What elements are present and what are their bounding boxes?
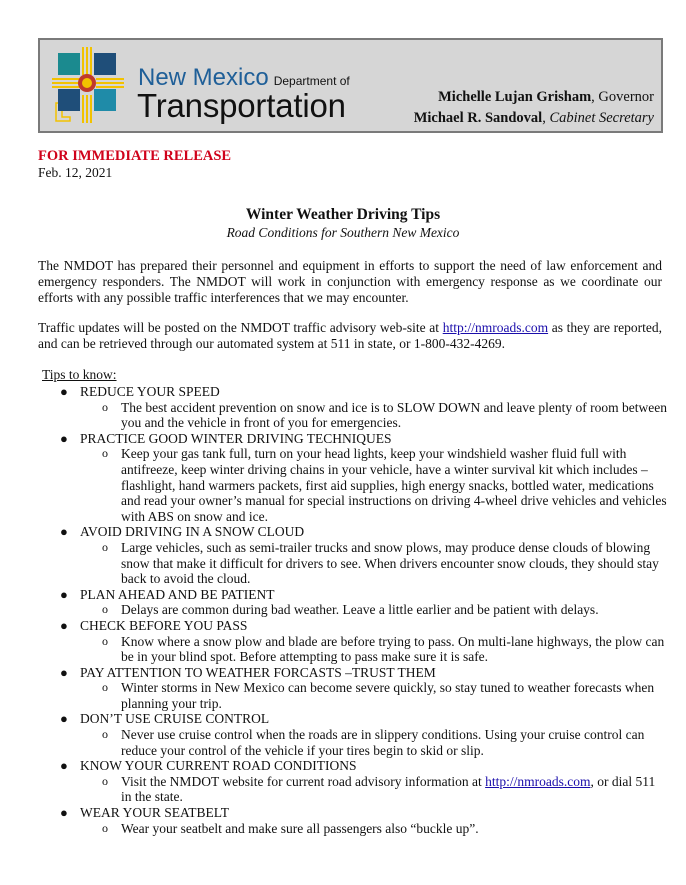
tip-heading-text: PAY ATTENTION TO WEATHER FORCASTS –TRUST THEM <box>80 664 436 680</box>
tip-detail-text: The best accident prevention on snow and ice is to SLOW DOWN and leave plenty of room between you and the vehicle in front of you for emergencies. <box>121 399 667 431</box>
tip-heading <box>58 758 668 774</box>
tip-heading-text: AVOID DRIVING IN A SNOW CLOUD <box>80 524 305 540</box>
nmdot-logo <box>48 45 128 125</box>
bullet-icon: ● <box>60 524 68 540</box>
tip-detail-text: , or dial 511 in the state. <box>121 773 656 805</box>
tip-heading <box>58 431 668 447</box>
bullet-icon: ● <box>60 664 68 680</box>
tip-heading <box>58 524 668 540</box>
tip-detail <box>58 400 668 431</box>
tip-heading-text: DON’T USE CRUISE CONTROL <box>80 711 270 727</box>
nmroads-link[interactable]: http://nmroads.com <box>485 773 591 789</box>
tip-detail-text: Winter storms in New Mexico can become severe quickly, so stay tuned to weather forecasts when planning your trip. <box>121 680 655 711</box>
release-date: Feb. 12, 2021 <box>38 165 113 180</box>
bullet-icon: ● <box>60 805 68 821</box>
release-label: FOR IMMEDIATE RELEASE <box>38 148 232 164</box>
sub-bullet-icon: o <box>102 680 108 695</box>
intro-paragraph: The NMDOT has prepared their personnel and equipment in efforts to support the need of law enforcement and emergency responders. The NMDOT will work in conjunction with emergency response as we coordinate our efforts with any possible traffic interferences that we may encounter. <box>38 258 662 305</box>
sub-bullet-icon: o <box>102 446 108 461</box>
governor-line: Michelle Lujan Grisham, Governor <box>438 89 654 105</box>
document-title: Winter Weather Driving Tips <box>245 206 441 223</box>
tip-detail <box>58 774 668 805</box>
officials-block <box>414 87 654 129</box>
sub-bullet-icon: o <box>102 602 108 617</box>
paragraph-text: as they are reported, and can be retrieved through our automated system at 511 in state, or 1-800-432-4269. <box>38 320 662 351</box>
secretary-line: Michael R. Sandoval, Cabinet Secretary <box>413 110 654 126</box>
tip-heading <box>58 384 668 400</box>
tip-detail <box>58 821 668 837</box>
governor-title: Governor <box>598 89 654 105</box>
nmroads-link[interactable]: http://nmroads.com <box>442 320 549 335</box>
tip-detail <box>58 634 668 665</box>
bullet-icon: ● <box>60 430 68 446</box>
tip-heading-text: CHECK BEFORE YOU PASS <box>80 617 248 633</box>
tip-detail-text: Never use cruise control when the roads are in slippery conditions. Using your cruise control can reduce your control of the vehicle if your tires begin to skid or slip. <box>121 727 645 758</box>
traffic-updates-paragraph <box>38 320 662 352</box>
bullet-icon: ● <box>60 384 68 399</box>
sub-bullet-icon: o <box>102 539 108 554</box>
tip-heading <box>58 587 668 603</box>
brand-department: Department of <box>273 74 350 88</box>
tips-heading: Tips to know: <box>42 367 117 382</box>
tip-heading-text: PRACTICE GOOD WINTER DRIVING TECHNIQUES <box>80 430 392 446</box>
sub-bullet-icon: o <box>102 820 108 835</box>
bullet-icon: ● <box>60 711 68 727</box>
tip-detail-text: Wear your seatbelt and make sure all passengers also “buckle up”. <box>121 820 479 836</box>
tip-heading <box>58 665 668 681</box>
sub-bullet-icon: o <box>102 633 108 648</box>
tip-detail <box>58 602 668 618</box>
sub-bullet-icon: o <box>102 399 108 414</box>
tip-detail <box>58 727 668 758</box>
tip-detail <box>58 680 668 711</box>
tip-detail-text: Visit the NMDOT website for current road advisory information at <box>121 773 486 789</box>
secretary-title: Cabinet Secretary <box>549 110 654 126</box>
tip-detail-text: Keep your gas tank full, turn on your head lights, keep your windshield washer fluid full with antifreeze, keep winter driving chains in your vehicle, have a winter survival kit which includes – flashlight, hand warmers packets, first aid supplies, high energy snacks, bottled water, medications and read your owner’s manual for special instructions on driving 4-wheel drive vehicles and vehicles with ABS on snow and ice. <box>121 446 667 524</box>
paragraph-text: Traffic updates will be posted on the NMDOT traffic advisory web-site at <box>38 320 443 335</box>
tip-detail <box>58 446 668 524</box>
brand-state: New Mexico <box>138 64 269 91</box>
document-subtitle: Road Conditions for Southern New Mexico <box>226 225 460 240</box>
tip-heading <box>58 618 668 634</box>
tip-heading <box>58 805 668 821</box>
letterhead <box>38 38 663 133</box>
sub-bullet-icon: o <box>102 773 108 788</box>
tip-heading-text: WEAR YOUR SEATBELT <box>80 805 230 821</box>
tip-detail <box>58 540 668 587</box>
brand-transportation: Transportation <box>137 87 346 124</box>
bullet-icon: ● <box>60 586 68 602</box>
tip-detail-text: Delays are common during bad weather. Leave a little earlier and be patient with delays. <box>121 602 599 618</box>
tip-heading-text: PLAN AHEAD AND BE PATIENT <box>80 586 275 602</box>
secretary-name: Michael R. Sandoval <box>413 110 543 126</box>
tip-heading <box>58 711 668 727</box>
tip-heading-text: REDUCE YOUR SPEED <box>80 384 220 399</box>
tip-heading-text: KNOW YOUR CURRENT ROAD CONDITIONS <box>80 758 357 774</box>
sub-bullet-icon: o <box>102 727 108 742</box>
tip-detail-text: Large vehicles, such as semi-trailer trucks and snow plows, may produce dense clouds of blowing snow that make it difficult for drivers to see. When drivers encounter snow clouds, they should stay back to avoid the cloud. <box>121 539 659 587</box>
tip-detail-text: Know where a snow plow and blade are before trying to pass. On multi-lane highways, the plow can be in your blind spot. Before attempting to pass make sure it is safe. <box>121 633 665 665</box>
tips-list <box>58 384 668 836</box>
governor-name: Michelle Lujan Grisham <box>438 89 592 105</box>
bullet-icon: ● <box>60 617 68 633</box>
bullet-icon: ● <box>60 758 68 774</box>
